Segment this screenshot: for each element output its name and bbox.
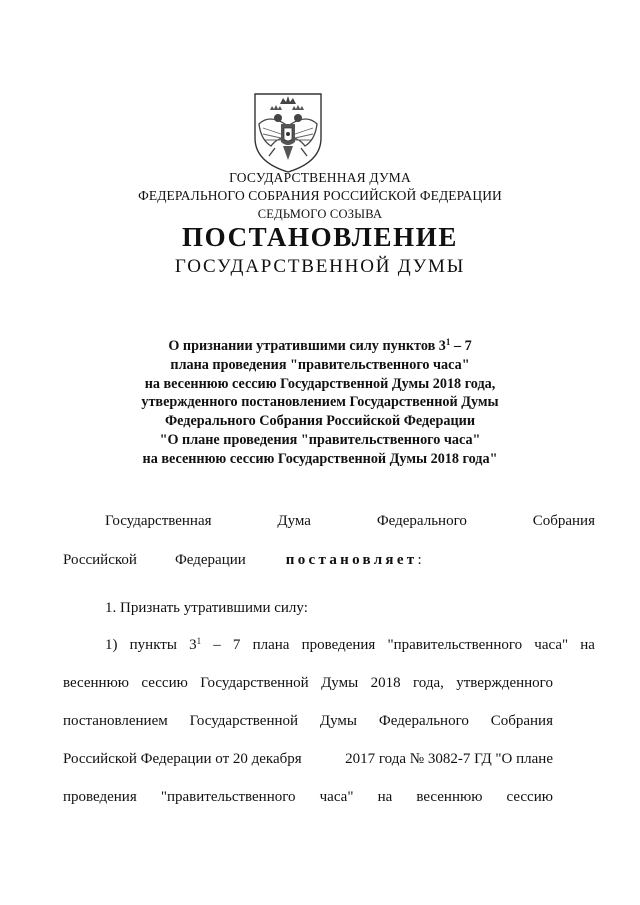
- title-line-4: утвержденного постановлением Государственной Думы: [141, 394, 499, 411]
- resolves-word: постановляет: [285, 552, 418, 568]
- header-line-duma: ГОСУДАРСТВЕННАЯ ДУМА: [229, 170, 411, 185]
- title-line-5: Федерального Собрания Российской Федерации: [164, 413, 476, 430]
- superscript: 1: [445, 337, 451, 347]
- body-line-1: 1) пункты $3^1$ – 7 плана проведения "правительственного часа" на: [105, 636, 595, 653]
- document-type: ПОСТАНОВЛЕНИЕ: [182, 222, 458, 252]
- header-line-convocation: СЕДЬМОГО СОЗЫВА: [257, 207, 383, 221]
- preamble-line-1: Государственная Дума Федерального Собрания: [105, 513, 595, 529]
- body-line-4: Российской Федерации от 20 декабря 2017 года № 3082-7 ГД "О плане: [63, 751, 553, 767]
- body-line-5: проведения "правительственного часа" на весеннюю сессию: [63, 789, 553, 805]
- header-line-federal-assembly: ФЕДЕРАЛЬНОГО СОБРАНИЯ РОССИЙСКОЙ ФЕДЕРАЦИИ: [138, 188, 502, 203]
- preamble-line-2: Российской Федерации постановляет:: [63, 552, 422, 568]
- clause-1-heading: 1. Признать утратившими силу:: [105, 600, 308, 616]
- title-line-3: на весеннюю сессию Государственной Думы 2018 года,: [144, 375, 496, 392]
- title-line-2: плана проведения "правительственного часа": [170, 356, 470, 373]
- title-line-6: "О плане проведения "правительственного часа": [159, 431, 481, 448]
- body-line-2: весеннюю сессию Государственной Думы 2018 года, утвержденного: [63, 675, 553, 691]
- document-title: [0, 337, 640, 469]
- document-issuer: ГОСУДАРСТВЕННОЙ ДУМЫ: [174, 256, 466, 277]
- title-line-1: О признании утратившими силу пунктов $3^1 - 7$: [168, 337, 472, 354]
- body-line-3: постановлением Государственной Думы Федерального Собрания: [63, 713, 553, 729]
- coat-of-arms-russia-icon: [245, 88, 331, 174]
- title-line-7: на весеннюю сессию Государственной Думы 2018 года": [142, 450, 498, 467]
